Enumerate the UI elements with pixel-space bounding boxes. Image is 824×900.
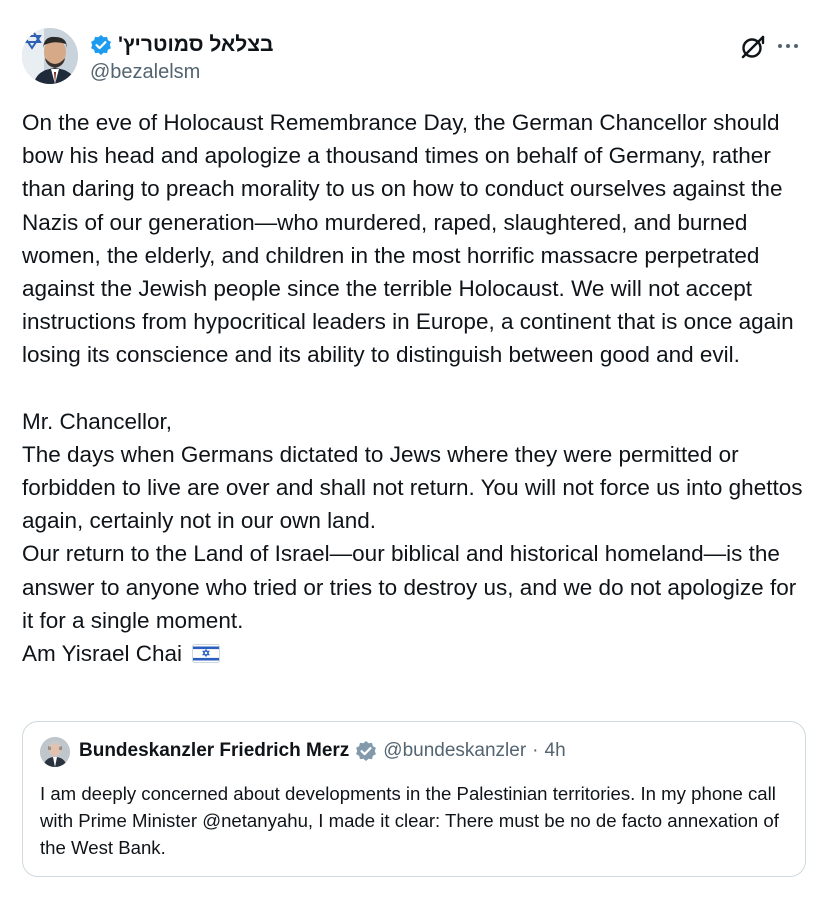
author-avatar[interactable] — [22, 28, 78, 84]
israel-flag-emoji — [192, 639, 220, 658]
post-paragraph-2: Mr. Chancellor, The days when Germans dictated to Jews where they were permitted or forbidden to live are over and shall not return. You will not force us into ghettos again, certainly not in our own land. Our return to the Land of Israel—our biblical and historical homeland—is the answer to anyone who tried or tries to destroy us, and we do not apologize for it for a single moment. — [22, 408, 803, 633]
quoted-post-header — [79, 740, 566, 762]
author-handle[interactable]: @bezalelsm — [90, 61, 201, 83]
author-display-name[interactable]: בצלאל סמוטריץ' — [118, 33, 274, 56]
quoted-post-time[interactable]: 4h — [544, 740, 566, 761]
author-name-block — [90, 32, 273, 84]
quoted-author-handle[interactable]: @bundeskanzler — [383, 740, 527, 761]
meta-separator: · — [532, 740, 539, 761]
post-header — [22, 28, 812, 88]
verified-badge-icon — [90, 34, 112, 56]
post-closing-text: Am Yisrael Chai — [22, 641, 183, 667]
post-text — [22, 106, 812, 670]
quoted-verified-badge-icon — [355, 740, 377, 762]
post-paragraph-1: On the eve of Holocaust Remembrance Day, the German Chancellor should bow his head and apologize a thousand times on behalf of Germany, rather than daring to preach morality to us on how to conduct ourselves against the Nazis of our generation—who murdered, raped, slaughtered, and burned women, the elderly, and children in the most horrific massacre perpetrated against the Jewish people since the terrible Holocaust. We will not accept instructions from hypocritical leaders in Europe, a continent that is once again losing its conscience and its ability to distinguish between good and evil. — [22, 110, 800, 368]
quoted-author-avatar[interactable] — [40, 737, 70, 767]
grok-icon[interactable] — [740, 34, 766, 60]
quoted-author-name[interactable]: Bundeskanzler Friedrich Merz — [79, 740, 350, 761]
quoted-post-text: I am deeply concerned about developments in the Palestinian territories. In my phone call with Prime Minister @netanyahu, I made it clear: There must be no de facto annexation of the West Bank. — [40, 783, 785, 858]
quoted-post[interactable] — [22, 721, 806, 877]
post-closing-line — [22, 637, 812, 670]
more-options-icon[interactable] — [778, 34, 806, 58]
